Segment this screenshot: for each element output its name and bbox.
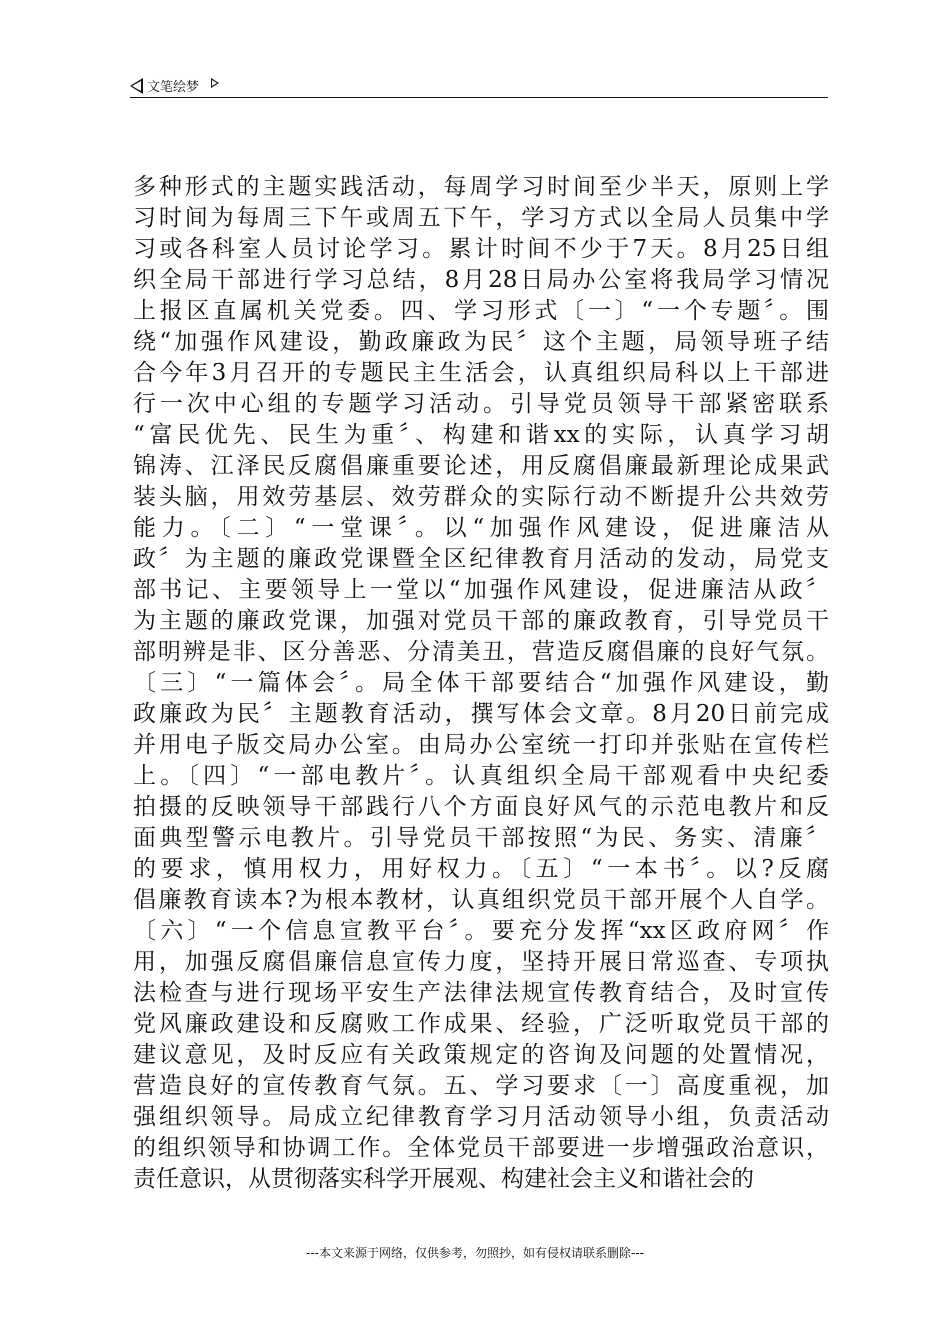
text-line: 上报区直属机关党委。四、学习形式〔一〕“一个专题〞。围 <box>133 298 829 324</box>
text-line: 习时间为每周三下午或周五下午，学习方式以全局人员集中学 <box>133 205 829 231</box>
header-divider <box>130 97 828 98</box>
text-line: 〔六〕“一个信息宣教平台〞。要充分发挥“xx区政府网〞作 <box>133 918 829 944</box>
text-line: 党风廉政建设和反腐败工作成果、经验，广泛听取党员干部的 <box>133 1011 829 1037</box>
text-line: 部书记、主要领导上一堂以“加强作风建设，促进廉洁从政〞 <box>133 577 829 603</box>
text-line: 绕“加强作风建设，勤政廉政为民〞这个主题，局领导班子结 <box>133 329 829 355</box>
text-line: “富民优先、民生为重〞、构建和谐xx的实际，认真学习胡 <box>133 422 829 448</box>
text-line: 的组织领导和协调工作。全体党员干部要进一步增强政治意识， <box>133 1135 829 1161</box>
text-line: 营造良好的宣传教育气氛。五、学习要求〔一〕高度重视，加 <box>133 1073 829 1099</box>
page-header <box>130 70 828 100</box>
footer-disclaimer: ---本文来源于网络，仅供参考，勿照抄，如有侵权请联系删除--- <box>306 1246 644 1260</box>
triangle-right-icon <box>211 78 219 88</box>
triangle-left-icon <box>130 78 143 94</box>
text-line: 并用电子版交局办公室。由局办公室统一打印并张贴在宣传栏 <box>133 732 829 758</box>
text-line: 多种形式的主题实践活动，每周学习时间至少半天，原则上学 <box>133 174 829 200</box>
header-brand <box>130 76 219 95</box>
text-line: 责任意识，从贯彻落实科学开展观、构建社会主义和谐社会的 <box>133 1166 754 1192</box>
text-line: 部明辨是非、区分善恶、分清美丑，营造反腐倡廉的良好气氛。 <box>133 639 829 665</box>
text-line: 用，加强反腐倡廉信息宣传力度，坚持开展日常巡查、专项执 <box>133 949 829 975</box>
text-line: 拍摄的反映领导干部践行八个方面良好风气的示范电教片和反 <box>133 794 829 820</box>
text-line: 倡廉教育读本?为根本教材，认真组织党员干部开展个人自学。 <box>133 887 829 913</box>
text-line: 建议意见，及时反应有关政策规定的咨询及问题的处置情况， <box>133 1042 829 1068</box>
text-line: 政〞为主题的廉政党课暨全区纪律教育月活动的发动，局党支 <box>133 546 829 572</box>
text-line: 合今年3月召开的专题民主生活会，认真组织局科以上干部进 <box>133 360 829 386</box>
text-line: 上。〔四〕“一部电教片〞。认真组织全局干部观看中央纪委 <box>133 763 829 789</box>
text-line: 锦涛、江泽民反腐倡廉重要论述，用反腐倡廉最新理论成果武 <box>133 453 829 479</box>
text-line: 能力。〔二〕“一堂课〞。以“加强作风建设，促进廉洁从 <box>133 515 829 541</box>
text-line: 装头脑，用效劳基层、效劳群众的实际行动不断提升公共效劳 <box>133 484 829 510</box>
text-line: 面典型警示电教片。引导党员干部按照“为民、务实、清廉〞 <box>133 825 829 851</box>
text-line: 为主题的廉政党课，加强对党员干部的廉政教育，引导党员干 <box>133 608 829 634</box>
text-line: 织全局干部进行学习总结，8月28日局办公室将我局学习情况 <box>133 267 829 293</box>
text-line: 行一次中心组的专题学习活动。引导党员领导干部紧密联系 <box>133 391 829 417</box>
brand-text: 文笔绘梦 <box>147 80 200 95</box>
text-line: 强组织领导。局成立纪律教育学习月活动领导小组，负责活动 <box>133 1104 829 1130</box>
text-line: 的要求，慎用权力，用好权力。〔五〕“一本书〞。以?反腐 <box>133 856 829 882</box>
text-line: 习或各科室人员讨论学习。累计时间不少于7天。8月25日组 <box>133 236 829 262</box>
body-text <box>133 172 829 1195</box>
text-line: 政廉政为民〞主题教育活动，撰写体会文章。8月20日前完成 <box>133 701 829 727</box>
text-line: 〔三〕“一篇体会〞。局全体干部要结合“加强作风建设，勤 <box>133 670 829 696</box>
text-line: 法检查与进行现场平安生产法律法规宣传教育结合，及时宣传 <box>133 980 829 1006</box>
